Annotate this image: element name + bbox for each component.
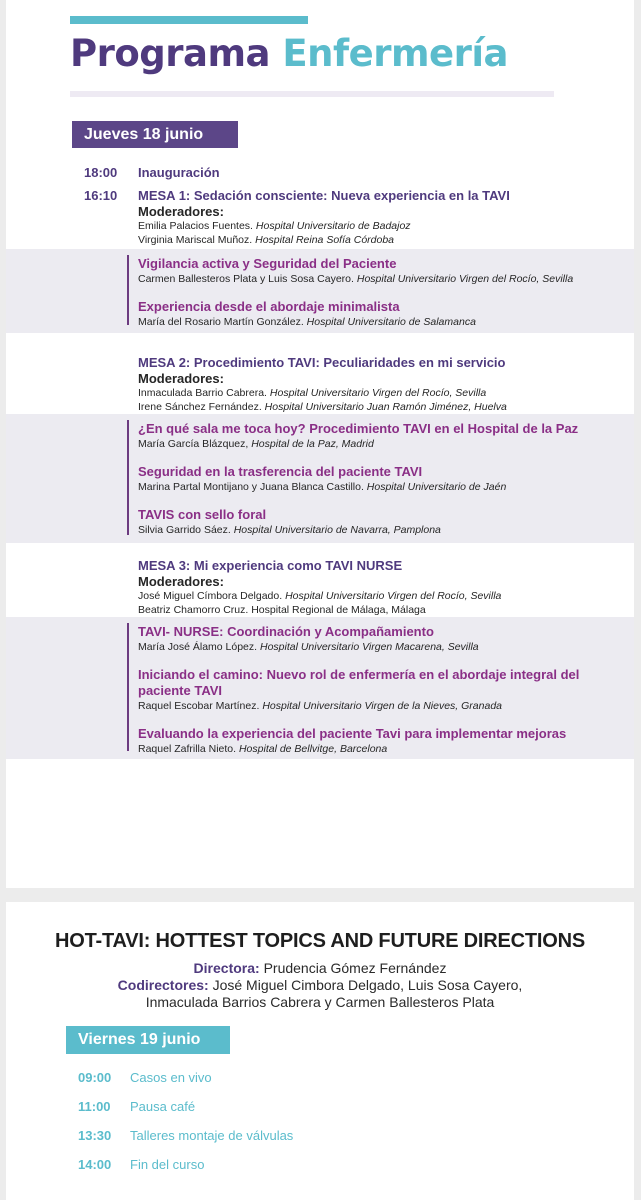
talk-title: Vigilancia activa y Seguridad del Paciente — [138, 256, 397, 271]
mesa2-title: MESA 2: Procedimiento TAVI: Peculiaridades en mi servicio — [138, 355, 506, 370]
talk-item — [138, 624, 618, 654]
director-name: Prudencia Gómez Fernández — [263, 960, 447, 976]
schedule-label: Talleres montaje de válvulas — [130, 1128, 294, 1143]
mesa1-title: MESA 1: Sedación consciente: Nueva experiencia en la TAVI — [138, 188, 510, 203]
mesa3-title: MESA 3: Mi experiencia como TAVI NURSE — [138, 558, 403, 573]
moderator-line: Beatriz Chamorro Cruz. Hospital Regional de Málaga, Málaga — [138, 604, 426, 616]
mesa3-header — [138, 558, 618, 617]
director-line — [6, 959, 634, 977]
opening-session — [138, 165, 618, 181]
day-badge-thursday: Jueves 18 junio — [72, 121, 238, 148]
schedule-label: Pausa café — [130, 1099, 196, 1114]
decorative-divider — [70, 91, 554, 97]
talk-title: Iniciando el camino: Nuevo rol de enfermería en el abordaje integral del — [138, 667, 580, 682]
talk-speaker: María José Álamo López. Hospital Universitario Virgen Macarena, Sevilla — [138, 641, 479, 653]
director-label: Directora: — [193, 960, 260, 976]
talk-item — [138, 256, 618, 286]
schedule-label: Casos en vivo — [130, 1070, 212, 1085]
talk-item — [138, 667, 618, 713]
opening-label: Inauguración — [138, 165, 220, 180]
opening-time: 18:00 — [84, 165, 118, 180]
hot-tavi-page — [6, 902, 634, 1200]
mesa1-moderators-label: Moderadores: — [138, 204, 224, 219]
title-part-2: Enfermería — [282, 32, 509, 75]
schedule-label: Fin del curso — [130, 1157, 205, 1172]
title-part-1: Programa — [70, 32, 271, 75]
mesa3-talks — [138, 624, 618, 769]
talk-item — [138, 507, 618, 537]
schedule-row — [78, 1157, 204, 1172]
schedule-row — [78, 1099, 195, 1114]
schedule-time: 14:00 — [78, 1157, 112, 1172]
moderator-line: Virginia Mariscal Muñoz. Hospital Reina Sofía Córdoba — [138, 234, 395, 246]
program-page — [6, 0, 634, 888]
talk-title: ¿En qué sala me toca hoy? Procedimiento TAVI en el Hospital de la Paz — [138, 421, 579, 436]
talk-speaker: Marina Partal Montijano y Juana Blanca Castillo. Hospital Universitario de Jaén — [138, 481, 507, 493]
schedule-time: 09:00 — [78, 1070, 112, 1085]
mesa2-header — [138, 355, 618, 414]
timeline-line — [127, 623, 129, 751]
talk-title: TAVI- NURSE: Coordinación y Acompañamiento — [138, 624, 434, 639]
talk-item — [138, 421, 618, 451]
talk-title-continued: paciente TAVI — [138, 683, 223, 698]
talk-title: Seguridad en la trasferencia del paciente TAVI — [138, 464, 423, 479]
codirectors-line — [6, 976, 634, 994]
timeline-line — [127, 420, 129, 535]
talk-speaker: Carmen Ballesteros Plata y Luis Sosa Cayero. Hospital Universitario Virgen del Rocío, Sevilla — [138, 273, 574, 285]
timeline-line — [127, 255, 129, 325]
talk-title: TAVIS con sello foral — [138, 507, 267, 522]
talk-item — [138, 299, 618, 329]
page-title — [70, 26, 508, 82]
schedule-time: 13:30 — [78, 1128, 112, 1143]
moderator-line: Inmaculada Barrio Cabrera. Hospital Universitario Virgen del Rocío, Sevilla — [138, 387, 487, 399]
mesa1-talks — [138, 256, 618, 342]
schedule-row — [78, 1070, 212, 1085]
moderator-line: Emilia Palacios Fuentes. Hospital Universitario de Badajoz — [138, 220, 411, 232]
talk-speaker: María del Rosario Martín González. Hospital Universitario de Salamanca — [138, 316, 476, 328]
mesa2-talks — [138, 421, 618, 550]
schedule-time: 11:00 — [78, 1099, 111, 1114]
mesa2-moderators-label: Moderadores: — [138, 371, 224, 386]
talk-speaker: María García Blázquez, Hospital de la Paz, Madrid — [138, 438, 374, 450]
talk-item — [138, 726, 618, 756]
moderator-line: Irene Sánchez Fernández. Hospital Universitario Juan Ramón Jiménez, Huelva — [138, 401, 507, 413]
codirectors-label: Codirectores: — [117, 977, 209, 993]
mesa3-moderators-label: Moderadores: — [138, 574, 224, 589]
codirectors-line-2: Inmaculada Barrios Cabrera y Carmen Ballesteros Plata — [145, 994, 495, 1010]
decorative-bar — [70, 16, 308, 24]
talk-item — [138, 464, 618, 494]
moderator-line: José Miguel Címbora Delgado. Hospital Universitario Virgen del Rocío, Sevilla — [138, 590, 502, 602]
talk-speaker: Raquel Zafrilla Nieto. Hospital de Bellvitge, Barcelona — [138, 743, 388, 755]
codirectors-names: José Miguel Cimbora Delgado, Luis Sosa Cayero, — [212, 977, 523, 993]
talk-title: Evaluando la experiencia del paciente Tavi para implementar mejoras — [138, 726, 567, 741]
day-badge-friday: Viernes 19 junio — [66, 1026, 230, 1054]
schedule-row — [78, 1128, 293, 1143]
talk-speaker: Raquel Escobar Martínez. Hospital Universitario Virgen de la Nieves, Granada — [138, 700, 503, 712]
mesa1-header — [138, 188, 618, 247]
talk-title: Experiencia desde el abordaje minimalista — [138, 299, 400, 314]
mesa1-time: 16:10 — [84, 188, 118, 203]
hot-tavi-title: HOT-TAVI: HOTTEST TOPICS AND FUTURE DIRECTIONS — [54, 930, 586, 952]
talk-speaker: Silvia Garrido Sáez. Hospital Universitario de Navarra, Pamplona — [138, 524, 441, 536]
